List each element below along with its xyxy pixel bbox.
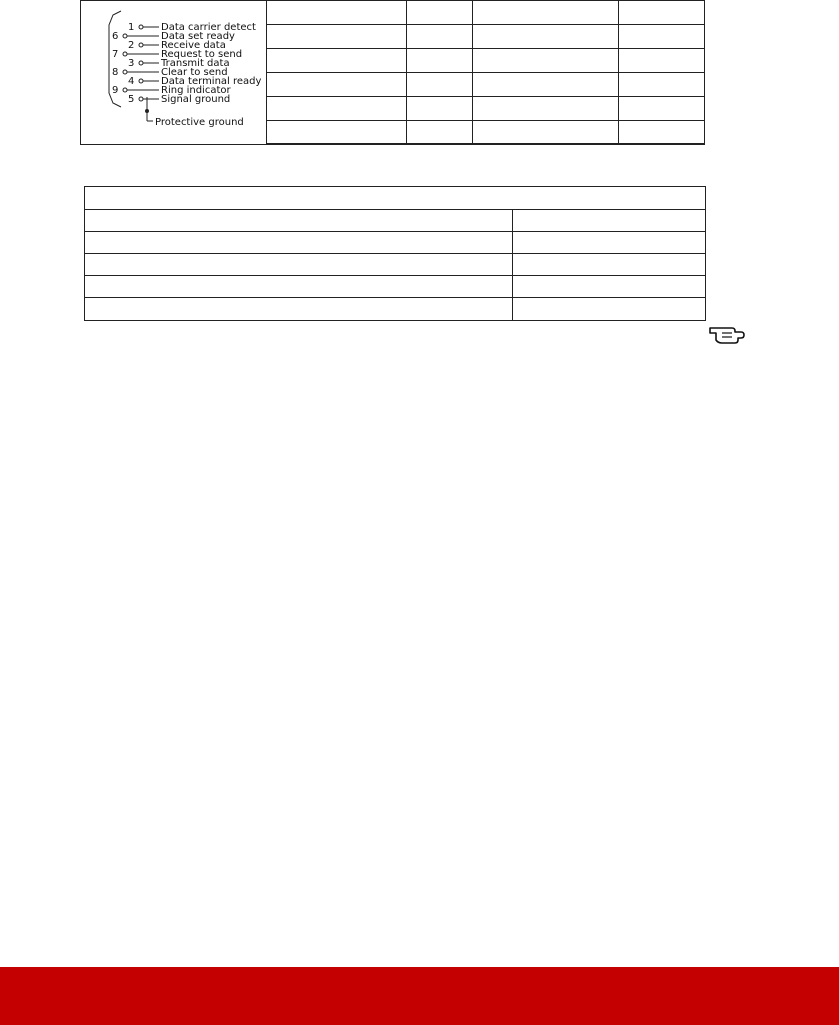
table-row xyxy=(85,254,705,276)
pin-number: 3 xyxy=(128,58,135,69)
pin-signal-label: Data carrier detect xyxy=(161,22,256,33)
pin-contact xyxy=(139,61,143,65)
column-divider xyxy=(512,232,513,253)
pin-number: 8 xyxy=(112,67,119,78)
serial-connector-diagram xyxy=(81,1,267,144)
pin-signal-label: Data set ready xyxy=(161,31,235,42)
column-divider xyxy=(472,1,473,144)
footer-bar xyxy=(0,967,839,1025)
pin-contact xyxy=(123,52,127,56)
settings-table xyxy=(84,186,706,321)
pin-signal-label: Ring indicator xyxy=(161,85,231,96)
table-row xyxy=(267,49,704,73)
pin-contact xyxy=(139,43,143,47)
table-row xyxy=(85,210,705,232)
pin-number: 4 xyxy=(128,76,135,87)
pin-number: 5 xyxy=(128,94,135,105)
pin-number: 6 xyxy=(112,31,119,42)
table-row xyxy=(85,298,705,320)
pin-number: 1 xyxy=(128,22,135,33)
column-divider xyxy=(512,210,513,231)
pin-contact xyxy=(123,88,127,92)
pin-signal-label: Request to send xyxy=(161,49,243,60)
table-row xyxy=(267,73,704,97)
pin-contact xyxy=(139,97,143,101)
table-header-row xyxy=(85,187,705,210)
table-row xyxy=(267,25,704,49)
pin-number: 9 xyxy=(112,85,119,96)
column-divider xyxy=(512,254,513,275)
pin-contact xyxy=(139,25,143,29)
column-divider xyxy=(618,1,619,144)
pin-number: 7 xyxy=(112,49,119,60)
table-row xyxy=(267,121,704,144)
column-divider xyxy=(512,298,513,320)
pin-contact xyxy=(123,70,127,74)
pin-signal-label: Data terminal ready xyxy=(161,76,262,87)
connector-diagram-cell xyxy=(81,1,267,144)
pin-grid xyxy=(267,1,704,144)
pin-contact xyxy=(139,79,143,83)
pin-signal-label: Signal ground xyxy=(161,94,231,105)
table-row xyxy=(85,232,705,254)
pin-signal-label: Receive data xyxy=(161,40,226,51)
table-row xyxy=(85,276,705,298)
pin-assignment-table xyxy=(80,0,705,145)
pointing-hand-icon xyxy=(708,323,748,347)
pin-signal-label: Clear to send xyxy=(161,67,228,78)
table-row xyxy=(267,1,704,25)
pin-number: 2 xyxy=(128,40,135,51)
table-row xyxy=(267,97,704,121)
pin-signal-label: Transmit data xyxy=(161,58,230,69)
column-divider xyxy=(406,1,407,144)
column-divider xyxy=(512,276,513,297)
protective-ground-label: Protective ground xyxy=(155,117,244,128)
pin-contact xyxy=(123,34,127,38)
